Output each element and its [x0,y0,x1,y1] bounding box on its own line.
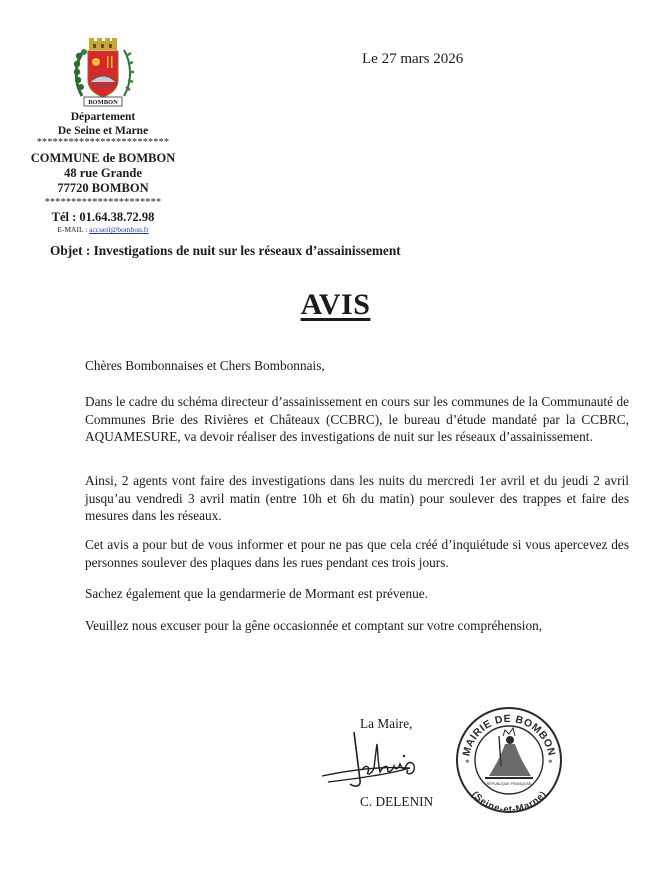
separator-stars-top: ************************* [36,137,170,148]
department-line-1: Département [70,111,136,123]
paragraph-text: Ainsi, 2 agents vont faire des investigations dans les nuits du mercredi 1er avril et du jeudi 2 avril jusqu’au vendredi 3 avril matin (entre 10h et 6h du matin) pour soulever des trappes et faire des mesures dans les réseaux. [85,473,629,523]
letter-date: Le 27 mars 2026 [362,51,464,67]
paragraph-4 [85,585,629,603]
notice-title-text: AVIS [300,288,371,321]
department-line-2: De Seine et Marne [57,125,149,137]
street-address: 48 rue Grande [64,166,142,180]
separator-stars-bottom: ********************** [44,197,162,208]
letterhead [18,36,188,235]
stamp-star-right: * [548,758,553,768]
stamp-bottom-text: (Seine-et-Marne) [469,789,549,814]
signatory-name: C. DELENIN [360,794,434,809]
handwritten-signature [320,730,425,790]
phone-number: Tél : 01.64.38.72.98 [51,210,155,224]
paragraph-text: Cet avis a pour but de vous informer et pour ne pas que cela créé d’inquiétude si vous apercevez des personnes soulever des plaques dans les rues pendant ces trois jours. [85,537,629,570]
stamp-star-left: * [465,758,470,768]
postal-city: 77720 BOMBON [57,181,149,195]
official-stamp [455,706,563,814]
signatory-title: La Maire, [360,716,413,731]
greeting-text: Chères Bombonnaises et Chers Bombonnais, [85,358,325,373]
stamp-inner-text: RÉPUBLIQUE FRANÇAISE [486,782,532,786]
paragraph-text: Sachez également que la gendarmerie de Mormant est prévenue. [85,586,428,601]
stamp-top-text: MAIRIE DE BOMBON [460,712,558,758]
notice-title [0,288,671,322]
paragraph-5 [85,617,629,635]
svg-text:(Seine-et-Marne) [469,789,548,814]
greeting [85,357,629,375]
paragraph-text: Dans le cadre du schéma directeur d’assainissement en cours sur les communes de la Communauté de Communes Brie des Rivières et Châteaux (CCBRC), le bureau d’étude mandaté par la CCBRC, AQUAMESURE, va devoir réaliser des investigations de nuit sur les réseaux d’assainissement. [85,394,629,444]
email-link[interactable]: accueil@bombon.fr [89,225,149,234]
paragraph-3 [85,536,629,571]
paragraph-1 [85,393,629,446]
email-label: E-MAIL : [57,225,90,234]
email-line [18,225,188,235]
commune-name: COMMUNE de BOMBON [30,151,176,165]
crest-banner-text: BOMBON [88,99,118,107]
paragraph-text: Veuillez nous excuser pour la gêne occasionnée et comptant sur votre compréhension, [85,618,543,633]
subject-line: Objet : Investigations de nuit sur les réseaux d’assainissement [50,243,401,258]
paragraph-2 [85,472,629,525]
coat-of-arms-logo [72,36,134,108]
